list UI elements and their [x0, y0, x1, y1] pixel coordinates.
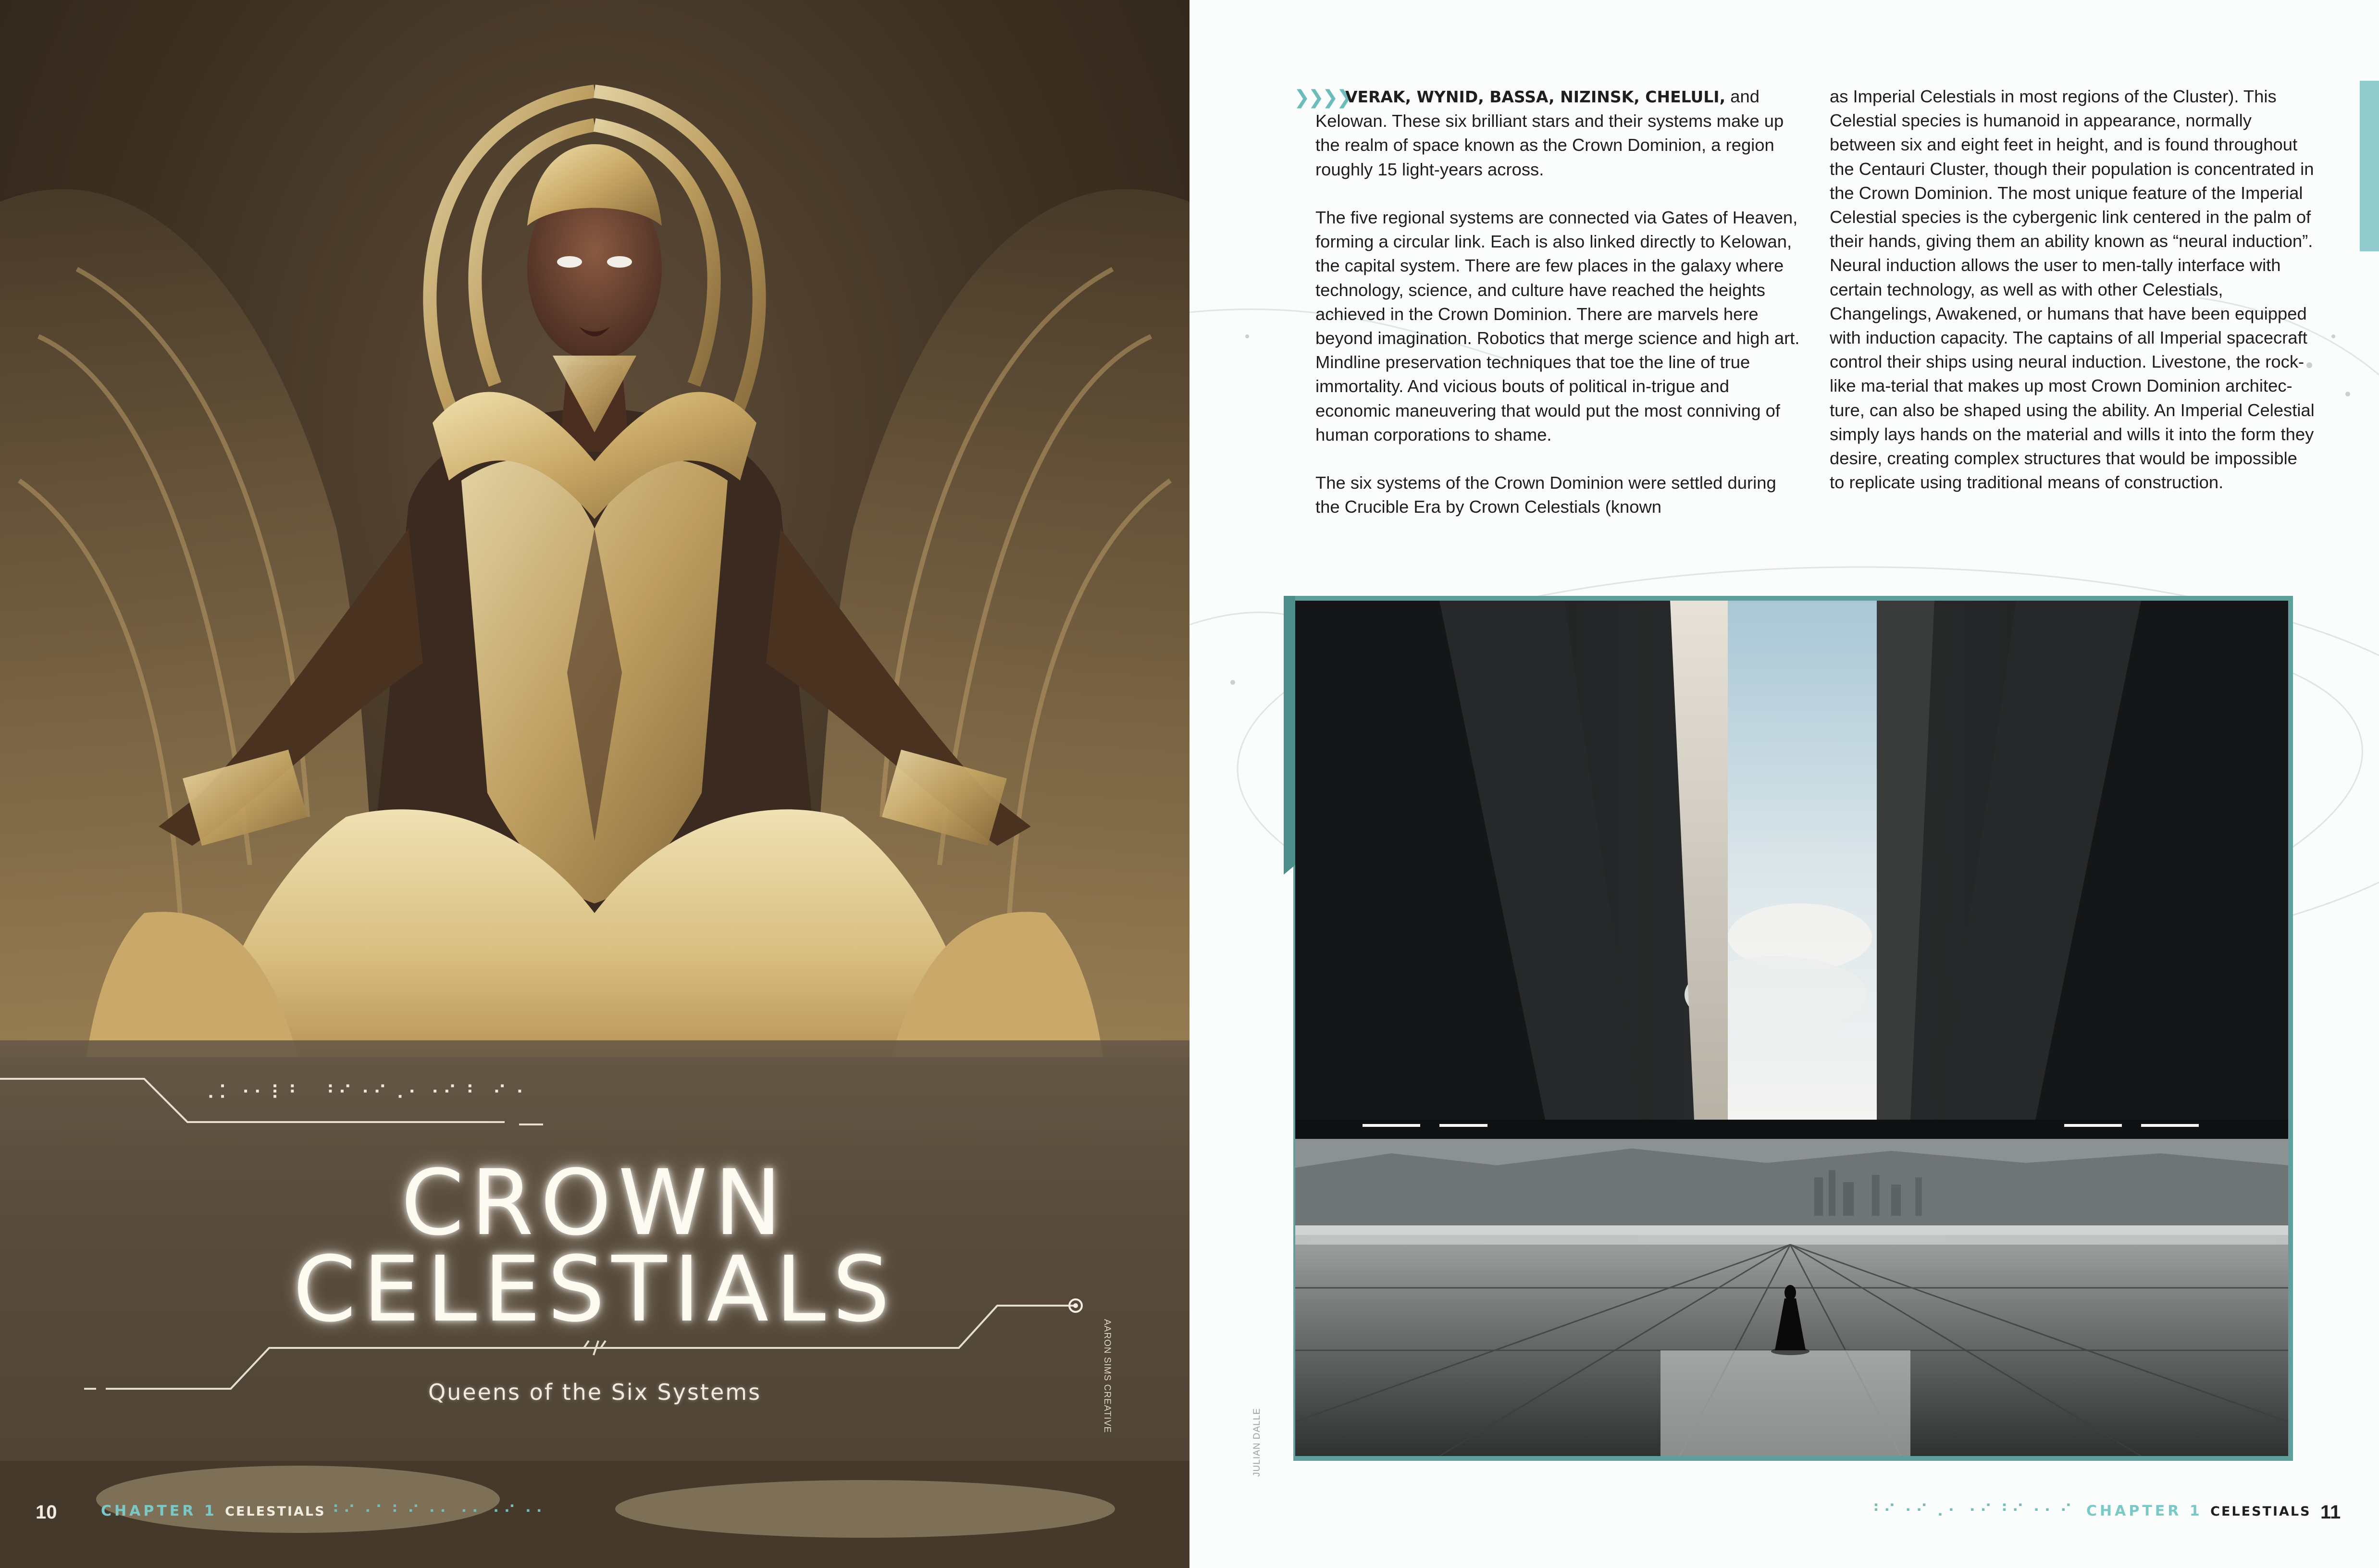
paragraph-2: The five regional systems are connected via Gates of Heaven, forming a circular link. Each is also linked directly to Kelowan, the capital system. There are few places in the galaxy where technology, science, and culture have reached the heights achieved in the Crown Dominion. There are marvels here beyond imagination. Robotics that merge science and high art. Mindline preservation techniques that toe the line of true immortality. And vicious bouts of political in-trigue and economic maneuvering that would put the most conniving of human corporations to shame.	[1315, 208, 1800, 444]
paragraph-4: as Imperial Celestials in most regions of the Cluster). This Celestial species is humanoid in appearance, normally between six and eight feet in height, and is found throughout the Centauri Cluster, though their population is concentrated in the Crown Dominion. The most unique feature of the Imperial Celestial species is the cybergenic link centered in the palm of their hands, giving them an ability known as “neural induction”. Neural induction allows the user to men-tally interface with certain technology, as well as with other Celestials, Changelings, Awakened, or humans that have been equipped with induction capacity. The captains of all Imperial spacecraft control their ships using neural induction. Livestone, the rock-like ma-terial that makes up most Crown Dominion architec-ture, can also be shaped using the ability. An Imperial Celestial simply lays hands on the material and wills it into the form they desire, creating complex structures that would be impossible to replicate using traditional means of construction.	[1830, 86, 2315, 493]
running-head-section: CELESTIALS	[225, 1504, 326, 1519]
running-head-chapter: CHAPTER 1	[101, 1503, 217, 1519]
running-head-section: CELESTIALS	[2210, 1504, 2311, 1519]
paragraph-3: The six systems of the Crown Dominion were settled during the Crucible Era by Crown Celestials (known	[1315, 473, 1776, 517]
chapter-subtitle: Queens of the Six Systems	[428, 1379, 762, 1405]
running-head-right	[2086, 1503, 2311, 1519]
running-head-left	[101, 1503, 326, 1519]
braille-style-code: ⠠⠅⠐⠂⠇⠃ ⠘⠊⠐⠊⠠⠂⠐⠊⠘ ⠊⠐	[201, 1082, 528, 1104]
chevron-arrows-icon: ❯❯❯❯	[1294, 86, 1351, 109]
page-number-right: 11	[2320, 1502, 2341, 1523]
text-column-right	[1830, 85, 2315, 494]
paragraph-1-lead-in: VERAK, WYNID, BASSA, NIZINSK, CHELULI,	[1345, 87, 1726, 106]
page-number-left: 10	[36, 1502, 57, 1523]
chapter-edge-tab	[2360, 81, 2379, 251]
throne-hall-illustration	[1295, 601, 2288, 1456]
text-column-left	[1315, 85, 1801, 519]
hall-illustration-frame	[1284, 596, 2293, 1461]
paragraph-1	[1315, 85, 1801, 182]
chapter-title-line-1: CROWN	[401, 1150, 789, 1256]
chapter-title-line-2: CELESTIALS	[293, 1237, 897, 1342]
image-credit-left: AARON SIMS CREATIVE	[1102, 1319, 1112, 1433]
paragraph-1-text: and Kelowan. These six brilliant stars and their systems make up the realm of space known as the Crown Dominion, a region roughly 15 light-years across.	[1315, 86, 1784, 179]
footer-braille-code-right: ⠘⠊⠐⠊⠠⠂⠐⠊⠘⠊⠐⠂⠊	[1867, 1502, 2076, 1521]
image-credit-right: JULIAN DALLE	[1252, 1408, 1262, 1477]
footer-braille-code-left: ⠘⠊⠐⠁⠃⠊⠐⠂⠐⠂⠐⠊⠐⠂	[327, 1503, 552, 1522]
right-page	[1190, 0, 2379, 1568]
running-head-chapter: CHAPTER 1	[2086, 1503, 2203, 1519]
